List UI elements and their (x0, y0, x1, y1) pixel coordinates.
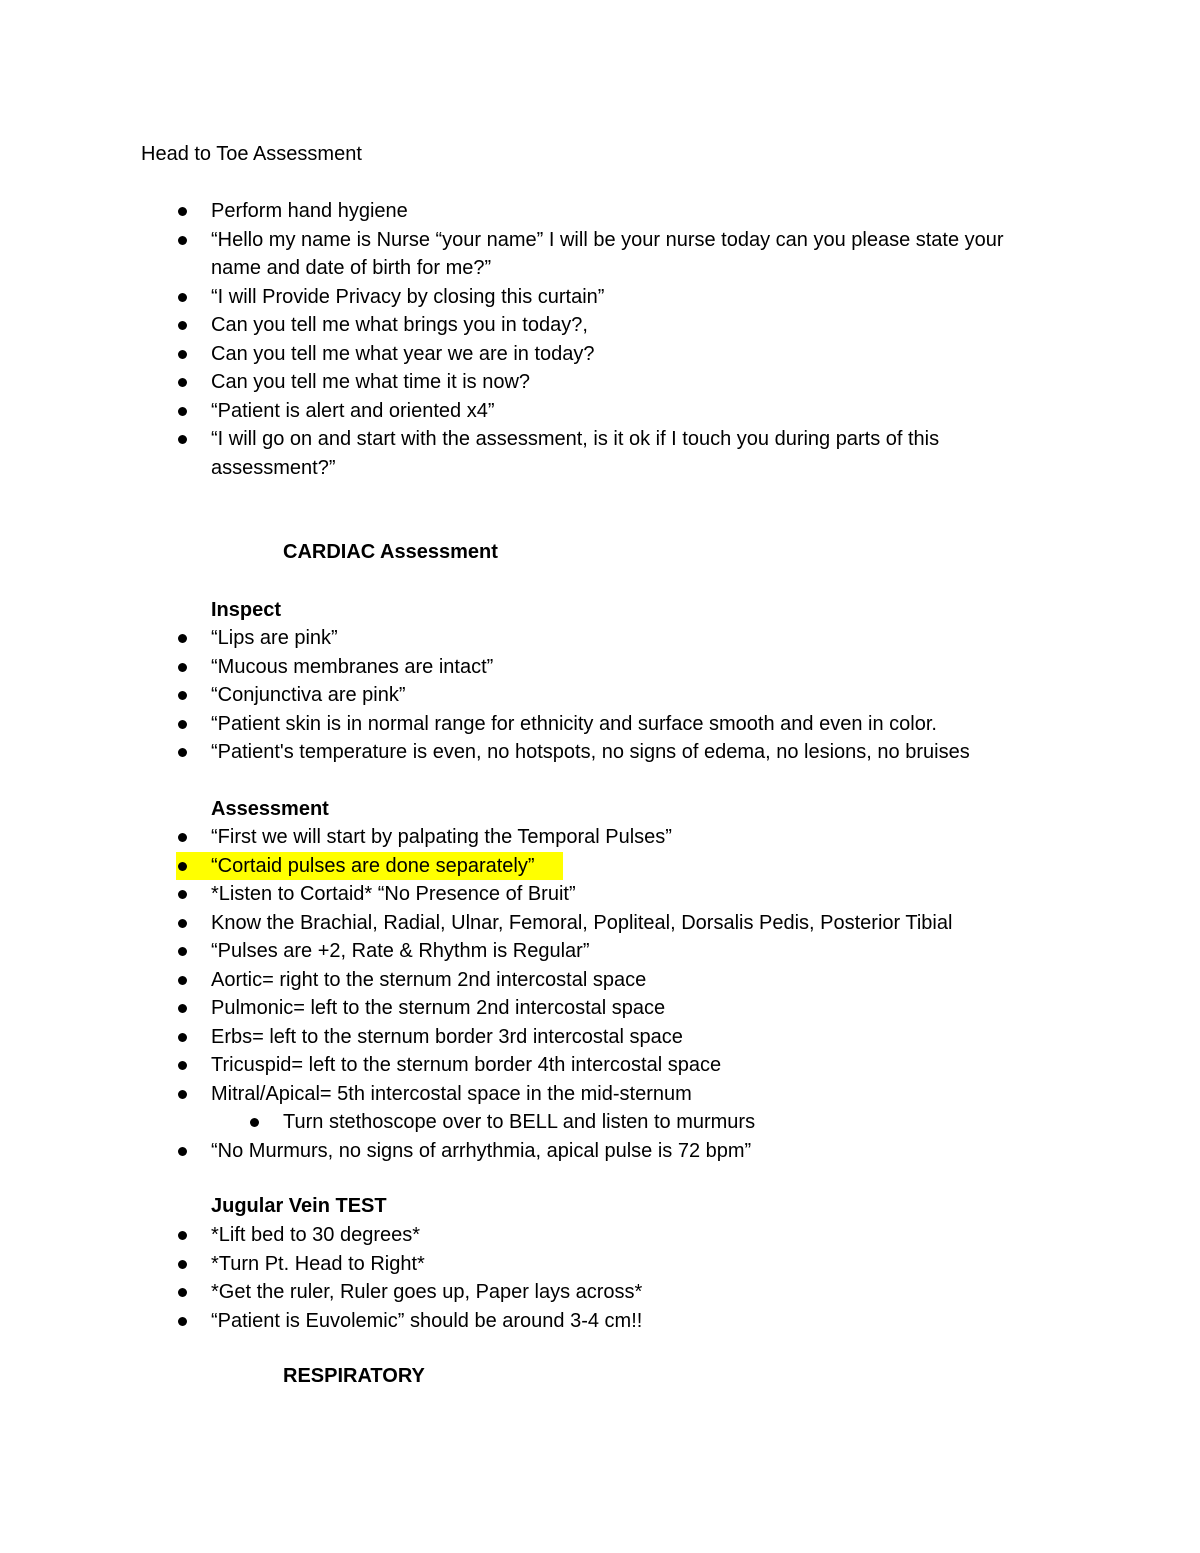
list-item: “Patient is alert and oriented x4” (0, 397, 1200, 426)
list-item: *Turn Pt. Head to Right* (0, 1250, 1200, 1279)
list-item: Tricuspid= left to the sternum border 4th intercostal space (0, 1051, 1200, 1080)
inspect-list (0, 624, 1200, 767)
list-item: “Patient skin is in normal range for ethnicity and surface smooth and even in color. (0, 710, 1200, 739)
bullet-icon (178, 1061, 187, 1070)
list-item: Can you tell me what brings you in today?, (0, 311, 1200, 340)
bullet-icon (178, 947, 187, 956)
bullet-icon (178, 293, 187, 302)
list-item: “Pulses are +2, Rate & Rhythm is Regular” (0, 937, 1200, 966)
bullet-icon (178, 321, 187, 330)
list-item: Pulmonic= left to the sternum 2nd intercostal space (0, 994, 1200, 1023)
list-item: “Patient's temperature is even, no hotspots, no signs of edema, no lesions, no bruises (0, 738, 1200, 767)
intro-list (0, 197, 1200, 482)
bullet-icon (178, 833, 187, 842)
list-item: *Lift bed to 30 degrees* (0, 1221, 1200, 1250)
list-item: *Get the ruler, Ruler goes up, Paper lays across* (0, 1278, 1200, 1307)
bullet-icon (178, 1231, 187, 1240)
jugular-list (0, 1221, 1200, 1335)
nested-list-item: Turn stethoscope over to BELL and listen to murmurs (0, 1108, 1200, 1137)
bullet-icon (178, 1004, 187, 1013)
list-item: “Conjunctiva are pink” (0, 681, 1200, 710)
bullet-icon (178, 407, 187, 416)
list-item: Erbs= left to the sternum border 3rd intercostal space (0, 1023, 1200, 1052)
list-item: Know the Brachial, Radial, Ulnar, Femoral, Popliteal, Dorsalis Pedis, Posterior Tibial (0, 909, 1200, 938)
bullet-icon (178, 1317, 187, 1326)
list-item: “I will Provide Privacy by closing this curtain” (0, 283, 1200, 312)
bullet-icon (178, 378, 187, 387)
bullet-icon (178, 1288, 187, 1297)
respiratory-heading: RESPIRATORY (283, 1365, 425, 1387)
bullet-icon (178, 663, 187, 672)
bullet-icon (250, 1118, 259, 1127)
document-title: Head to Toe Assessment (141, 143, 362, 165)
bullet-icon (178, 236, 187, 245)
list-item: Mitral/Apical= 5th intercostal space in the mid-sternum (0, 1080, 1200, 1109)
bullet-icon (178, 691, 187, 700)
list-item: “Mucous membranes are intact” (0, 653, 1200, 682)
bullet-icon (178, 919, 187, 928)
bullet-icon (178, 1147, 187, 1156)
list-item: “No Murmurs, no signs of arrhythmia, apical pulse is 72 bpm” (0, 1137, 1200, 1166)
list-item: “Hello my name is Nurse “your name” I will be your nurse today can you please state your name and date of birth for me?” (0, 226, 1200, 283)
cardiac-heading: CARDIAC Assessment (283, 541, 498, 563)
bullet-icon (178, 720, 187, 729)
list-item: Can you tell me what time it is now? (0, 368, 1200, 397)
bullet-icon (178, 1260, 187, 1269)
bullet-icon (178, 207, 187, 216)
inspect-heading: Inspect (211, 599, 282, 621)
bullet-icon (178, 1033, 187, 1042)
list-item: Perform hand hygiene (0, 197, 1200, 226)
assessment-heading: Assessment (211, 798, 329, 820)
highlighted-list-item: “Cortaid pulses are done separately” (0, 852, 1200, 881)
list-item: “I will go on and start with the assessment, is it ok if I touch you during parts of this assessment?” (0, 425, 1200, 482)
bullet-icon (178, 1090, 187, 1099)
bullet-icon (178, 748, 187, 757)
list-item: “Patient is Euvolemic” should be around 3-4 cm!! (0, 1307, 1200, 1336)
list-item: Can you tell me what year we are in today? (0, 340, 1200, 369)
list-item: Aortic= right to the sternum 2nd intercostal space (0, 966, 1200, 995)
bullet-icon (178, 435, 187, 444)
bullet-icon (178, 890, 187, 899)
jugular-heading: Jugular Vein TEST (211, 1195, 387, 1217)
bullet-icon (178, 634, 187, 643)
list-item: “Lips are pink” (0, 624, 1200, 653)
bullet-icon (178, 862, 187, 871)
assessment-list (0, 823, 1200, 1165)
bullet-icon (178, 350, 187, 359)
bullet-icon (178, 976, 187, 985)
list-item: *Listen to Cortaid* “No Presence of Bruit” (0, 880, 1200, 909)
list-item: “First we will start by palpating the Temporal Pulses” (0, 823, 1200, 852)
